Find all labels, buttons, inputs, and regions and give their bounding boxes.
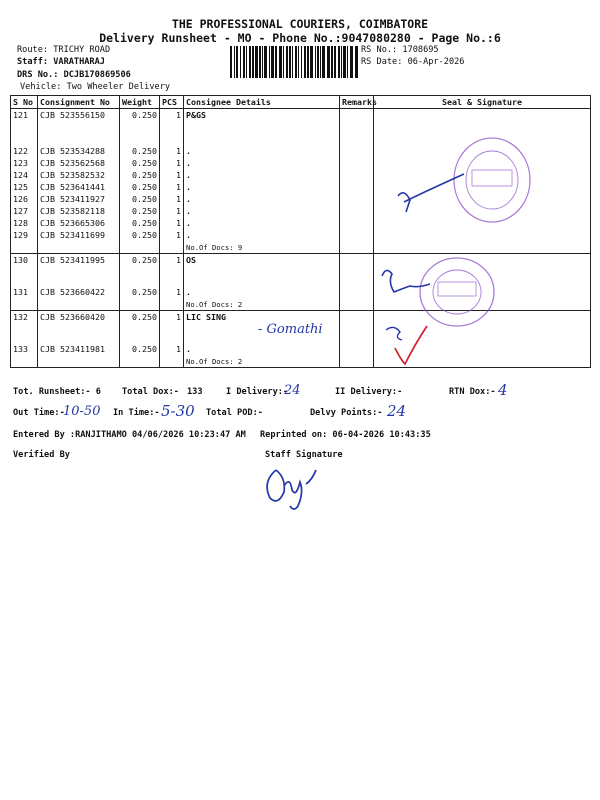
no-of-docs: No.Of Docs: 9 — [184, 241, 340, 254]
staff-signature-label: Staff Signature — [265, 450, 343, 460]
sno-cell: 128 — [11, 217, 38, 229]
consignment-cell: CJB 523665306 — [38, 217, 120, 229]
sno-cell: 132 — [11, 311, 38, 324]
rtn-dox-handwritten: 4 — [498, 381, 508, 399]
col-header-consignment: Consignment No — [38, 96, 120, 109]
delvy-points-label: Delvy Points:- — [310, 408, 383, 418]
sno-cell: 126 — [11, 193, 38, 205]
weight-cell: 0.250 — [120, 343, 160, 355]
consignee-cell: . — [184, 229, 340, 241]
consignment-cell: CJB 523411995 — [38, 254, 120, 267]
col-header-remarks: Remarks — [340, 96, 374, 109]
consignee-cell: . — [184, 286, 340, 298]
sno-cell: 122 — [11, 145, 38, 157]
consignee-cell: . — [184, 157, 340, 169]
sno-cell: 125 — [11, 181, 38, 193]
weight-cell: 0.250 — [120, 311, 160, 324]
consignee-cell: P&GS — [184, 109, 340, 122]
consignee-cell: . — [184, 205, 340, 217]
total-dox-label: Total Dox:- — [122, 387, 179, 397]
stamp-2-icon — [420, 258, 494, 326]
pcs-cell: 1 — [160, 109, 184, 122]
sno-cell: 130 — [11, 254, 38, 267]
out-time-handwritten: 10-50 — [63, 404, 101, 419]
consignee-cell: . — [184, 343, 340, 355]
consignment-cell: CJB 523582532 — [38, 169, 120, 181]
signature-3-icon — [386, 327, 402, 340]
pcs-cell: 1 — [160, 193, 184, 205]
sno-cell: 131 — [11, 286, 38, 298]
consignee-cell: . — [184, 145, 340, 157]
in-time-label: In Time:- — [113, 408, 160, 418]
vehicle: Vehicle: Two Wheeler Delivery — [20, 82, 171, 92]
pcs-cell: 1 — [160, 157, 184, 169]
sno-cell: 123 — [11, 157, 38, 169]
pcs-cell: 1 — [160, 169, 184, 181]
handwritten-gomathi: - Gomathi — [258, 322, 323, 337]
sno-cell: 121 — [11, 109, 38, 122]
pcs-cell: 1 — [160, 286, 184, 298]
weight-cell: 0.250 — [120, 193, 160, 205]
weight-cell: 0.250 — [120, 229, 160, 241]
total-dox-value: 133 — [187, 387, 203, 397]
weight-cell: 0.250 — [120, 169, 160, 181]
drs-number: DRS No.: DCJB170869506 — [17, 70, 131, 80]
consignment-cell: CJB 523411699 — [38, 229, 120, 241]
pcs-cell: 1 — [160, 254, 184, 267]
consignment-cell: CJB 523556150 — [38, 109, 120, 122]
sno-cell: 124 — [11, 169, 38, 181]
weight-cell: 0.250 — [120, 217, 160, 229]
signature-2-icon — [382, 270, 430, 292]
consignment-cell: CJB 523562568 — [38, 157, 120, 169]
consignee-cell: . — [184, 217, 340, 229]
stamp-1-icon — [454, 138, 530, 222]
sno-cell: 129 — [11, 229, 38, 241]
total-pod-label: Total POD:- — [206, 408, 263, 418]
consignee-cell: OS — [184, 254, 340, 267]
pcs-cell: 1 — [160, 181, 184, 193]
pcs-cell: 1 — [160, 217, 184, 229]
consignment-cell: CJB 523411927 — [38, 193, 120, 205]
sno-cell: 127 — [11, 205, 38, 217]
staff-signature-mark-icon — [267, 470, 316, 509]
tot-runsheet: Tot. Runsheet:- 6 — [13, 387, 101, 397]
col-header-consignee: Consignee Details — [184, 96, 340, 109]
consignment-cell: CJB 523660420 — [38, 311, 120, 324]
weight-cell: 0.250 — [120, 181, 160, 193]
consignee-cell: . — [184, 193, 340, 205]
consignment-cell: CJB 523411981 — [38, 343, 120, 355]
consignee-cell: . — [184, 181, 340, 193]
verified-by: Verified By — [13, 450, 70, 460]
weight-cell: 0.250 — [120, 145, 160, 157]
entered-by: Entered By :RANJITHAMO 04/06/2026 10:23:47 AM — [13, 430, 246, 440]
consignment-cell: CJB 523534288 — [38, 145, 120, 157]
weight-cell: 0.250 — [120, 254, 160, 267]
pcs-cell: 1 — [160, 229, 184, 241]
reprinted-on: Reprinted on: 06-04-2026 10:43:35 — [260, 430, 431, 440]
consignment-cell: CJB 523641441 — [38, 181, 120, 193]
out-time-label: Out Time:- — [13, 408, 65, 418]
rs-date: RS Date: 06-Apr-2026 — [361, 57, 465, 67]
weight-cell: 0.250 — [120, 157, 160, 169]
col-header-sno: S No — [11, 96, 38, 109]
rs-number: RS No.: 1708695 — [361, 45, 439, 55]
no-of-docs: No.Of Docs: 2 — [184, 355, 340, 368]
weight-cell: 0.250 — [120, 286, 160, 298]
pcs-cell: 1 — [160, 311, 184, 324]
sno-cell: 133 — [11, 343, 38, 355]
company-title: THE PROFESSIONAL COURIERS, COIMBATORE — [171, 17, 429, 31]
rtn-dox-label: RTN Dox:- — [449, 387, 496, 397]
pcs-cell: 1 — [160, 343, 184, 355]
ii-delivery-label: II Delivery:- — [335, 387, 403, 397]
pcs-cell: 1 — [160, 145, 184, 157]
col-header-pcs: PCS — [160, 96, 184, 109]
in-time-handwritten: 5-30 — [161, 402, 195, 420]
delvy-points-handwritten: 24 — [387, 402, 407, 420]
consignee-cell: . — [184, 169, 340, 181]
i-delivery-label: I Delivery:- — [226, 387, 289, 397]
route: Route: TRICHY ROAD — [17, 45, 111, 55]
i-delivery-handwritten: 24 — [284, 383, 301, 398]
consignment-cell: CJB 523660422 — [38, 286, 120, 298]
staff: Staff: VARATHARAJ — [17, 57, 105, 67]
pcs-cell: 1 — [160, 205, 184, 217]
runsheet-title: Delivery Runsheet - MO - Phone No.:9047080280 - Page No.:6 — [99, 31, 501, 45]
weight-cell: 0.250 — [120, 205, 160, 217]
consignment-cell: CJB 523582118 — [38, 205, 120, 217]
consignee-cell: LIC SING — [184, 311, 340, 324]
col-header-seal-signature: Seal & Signature — [374, 96, 591, 109]
col-header-weight: Weight — [120, 96, 160, 109]
weight-cell: 0.250 — [120, 109, 160, 122]
no-of-docs: No.Of Docs: 2 — [184, 298, 340, 311]
